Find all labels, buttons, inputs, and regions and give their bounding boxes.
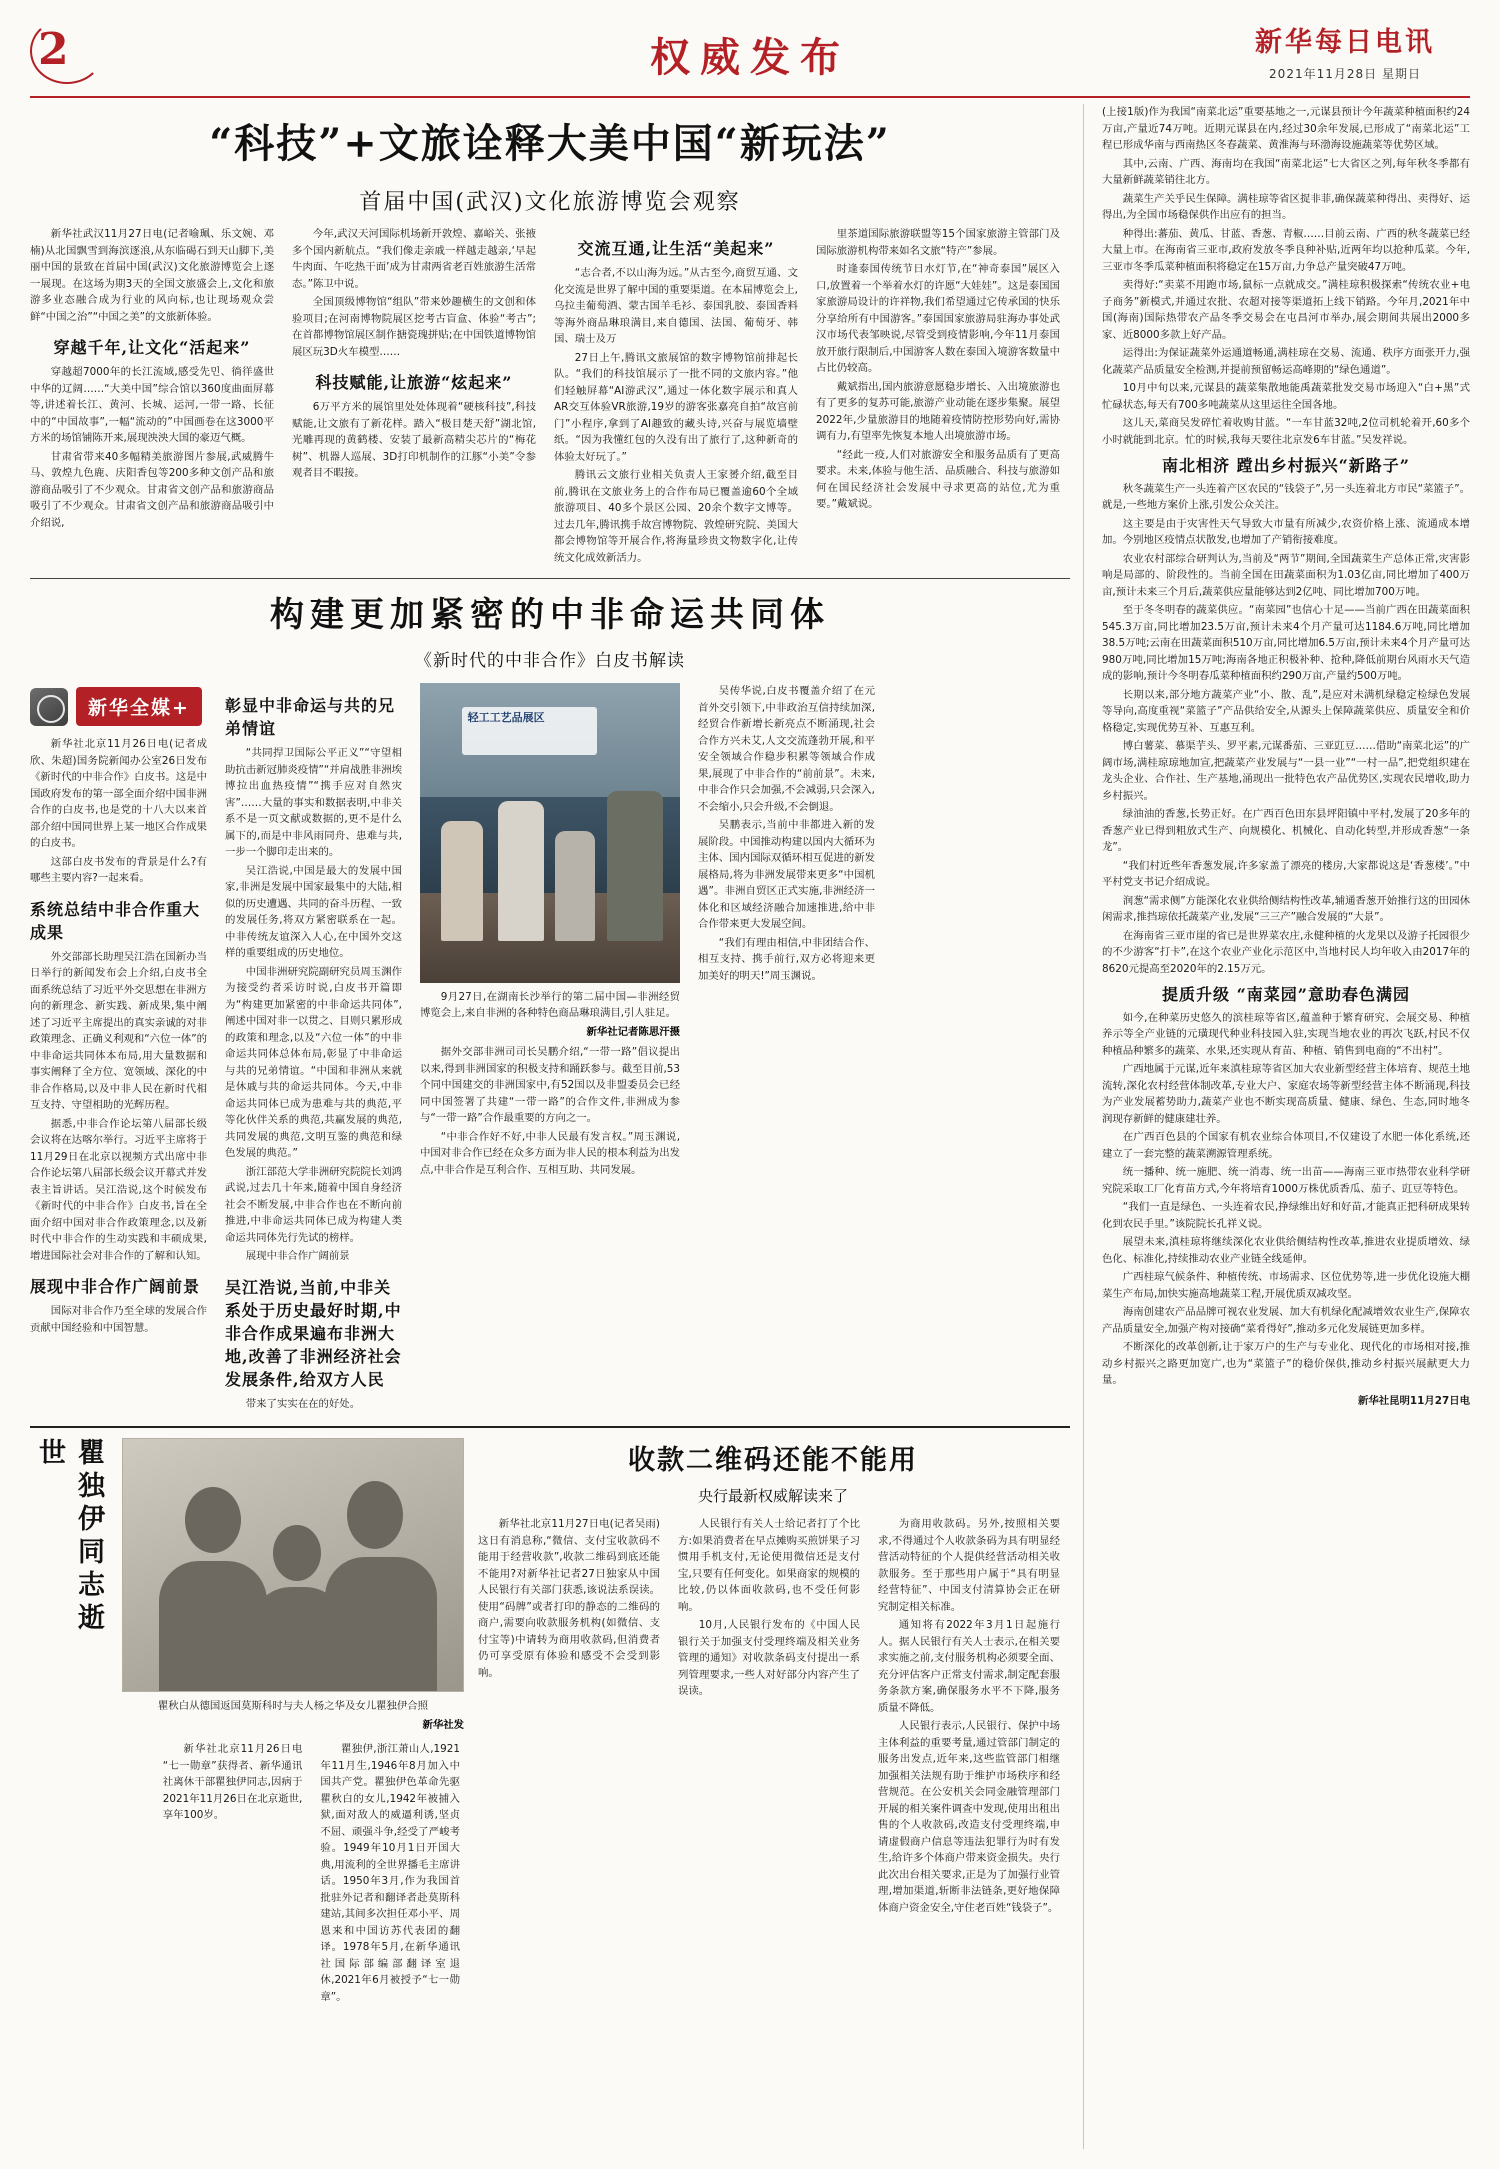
paragraph: 国际对非合作乃至全球的发展合作贡献中国经验和中国智慧。 — [30, 1305, 207, 1334]
section-title: 权威发布 — [650, 34, 850, 81]
paragraph: 种得出:蕃茄、黄瓜、甘蓝、香葱、青椒……目前云南、广西的秋冬蔬菜已经大量上市。在海南省三亚市,政府发放冬季良种补贴,近两年均以抢种瓜菜。今年,三亚市冬季瓜菜种植面积将稳定在15万亩,力争总产量突破47万吨。 — [1102, 227, 1470, 273]
paragraph: 新华社北京11月26日电(记者成欣、朱超)国务院新闻办公室26日发布《新时代的中非合作》白皮书。这是中国政府发布的第一部全面介绍中国非洲合作的白皮书,也是党的十八大以来首部介绍中国同世界上某一地区合作成果的白皮书。 — [30, 738, 207, 849]
story2-sub-heading: 彰显中非命运与共的兄弟情谊 — [225, 696, 396, 738]
paragraph: “中非合作好不好,中非人民最有发言权。”周玉渊说,中国对非合作已经在众多方面为非人民的根本利益为出发点,中非合作是互利合作、互相互助、共同发展。 — [420, 1130, 680, 1176]
paragraph: 戴斌指出,国内旅游意愿稳步增长、入出境旅游也有了更多的复苏可能,旅游产业动能在逐步集聚。展望2022年,少量旅游目的地随着疫情防控形势向好,需协调有力,有望率先恢复本地人出境旅游市场。 — [816, 380, 1060, 442]
paragraph: 运得出:为保证蔬菜外运通道畅通,满桂琼在交易、流通、秩序方面张开力,强化蔬菜产品质量安全检测,并提前预留畅运高峰期的“绿色通道”。 — [1102, 347, 1470, 376]
story3-subhead: 央行最新权威解读来了 — [697, 1487, 848, 1505]
obituary-photo-caption: 瞿秋白从德国返国莫斯科时与夫人杨之华及女儿瞿独伊合照 — [157, 1700, 429, 1712]
paragraph: 为商用收款码。另外,按照相关要求,不得通过个人收款条码为具有明显经营活动特征的个人提供经营活动相关收款服务。至于那些用户属于“具有明显经营特征”、中国支付清算协会正在研究制定相关标准。 — [878, 1518, 1060, 1613]
story2-sub-heading: 吴江浩说,当前,中非关系处于历史最好时期,中非合作成果遍布非洲大地,改善了非洲经济社会发展条件,给双方人民 — [225, 1277, 402, 1389]
brand — [1220, 20, 1470, 82]
paragraph: 全国顶级博物馆“组队”带来妙趣横生的文创和体验项目;在河南博物院展区挖考古盲盒、体验“考古”;在首都博物馆展区制作搪瓷瑰拼贴;在中国铁道博物馆展区玩3D火车模型…… — [292, 296, 536, 358]
paragraph: 这儿天,菜商吴发碎忙着收购甘蓝。“一车甘蓝32吨,2位司机轮着开,60多个小时就能到北京。忙的时候,我每天要往北京发6车甘蓝。”吴发祥说。 — [1102, 417, 1470, 446]
paragraph: “共同捍卫国际公平正义”“守望相助抗击新冠肺炎疫情”“并肩战胜非洲埃博拉出血热疫情”“携手应对自然灾害”……大量的事实和数据表明,中非关系不是一页文献或数据的,更不是什么属下的,而是中非风雨同舟、患难与共,一步一个脚印走出来的。 — [225, 747, 403, 858]
photo-person — [607, 791, 663, 941]
story-vegetable-supply — [1102, 104, 1470, 1409]
paragraph: 在广西百色县的个国家有机农业综合体项目,不仅建设了水肥一体化系统,还建立了一套完整的蔬菜溯源管理系统。 — [1102, 1131, 1470, 1160]
paragraph: 统一播种、统一施肥、统一消毒、统一出苗——海南三亚市热带农业科学研究院采取工厂化育苗方式,今年将培育1000万株优质香瓜、茄子、豇豆等特色。 — [1102, 1166, 1470, 1195]
paragraph: 博白薯菜、慕渠芋头、罗平素,元谋番茄、三亚豇豆……借助“南菜北运”的广阔市场,满桂琼琼地加宣,把蔬菜产业发展与“一县一业”“一村一品”,把党组织建在龙头企业、合作社、生产基地,涌现出一批特色农产品优势区,实现农民增收,助力乡村振兴。 — [1102, 740, 1470, 802]
publication-date: 2021年11月28日 星期日 — [1269, 67, 1421, 81]
continuation-note — [1102, 104, 1470, 154]
paragraph: 广西桂琼气候条件、种植传统、市场需求、区位优势等,进一步优化设施大棚菜生产布局,加快实施高地蔬菜工程,开展优质双减攻坚。 — [1102, 1271, 1470, 1300]
paragraph: “志合者,不以山海为远。”从古至今,商贸互通、文化交流是世界了解中国的重要渠道。在本届博览会上,乌拉圭葡萄酒、蒙古国羊毛衫、泰国乳胶、泰国香料等海外商品琳琅满目,来自德国、法国、葡萄牙、韩国、瑞士及万 — [554, 267, 798, 345]
column-divider — [1083, 104, 1084, 2149]
story-divider — [30, 578, 1070, 579]
obituary-title: 瞿独伊同志逝世 — [34, 1438, 104, 1636]
paragraph: 吴江浩说,中国是最大的发展中国家,非洲是发展中国家最集中的大陆,相似的历史遭遇、共同的奋斗历程、一致的发展任务,将双方紧密联系在一起。中非传统友谊深入人心,在中国外交这样的重要组成的历史地位。 — [225, 864, 402, 959]
paragraph: 至于冬冬明春的蔬菜供应。“南菜园”也信心十足——当前广西在田蔬菜面积545.3万亩,同比增加23.5万亩,预计未来4个月产量可达1184.6万吨,同比增加38.5万吨;云南在田蔬菜面积510万亩,同比增加6.5万亩,预计未来4个月产量可达980万吨,同比增加15万吨;海南各地正积极补种、抢种,降低前期台风雨水天气造成的影响,预计今冬明春瓜菜种植面积约290万亩,产量约500万吨。 — [1102, 604, 1470, 682]
story-divider — [30, 1426, 1070, 1428]
paragraph: 展现中非合作广阔前景 — [245, 1250, 350, 1262]
continuation-label: (上接1版) — [1102, 106, 1149, 118]
paragraph: 在海南省三亚市崖的省已是世界菜农庄,永健种植的火龙果以及游子托园很少的不少游客“打卡”,在这个农业产业化示范区中,当地村民人均年收入由2017年的8620元提高至2020年的2.15万元。 — [1102, 929, 1470, 975]
page-content — [30, 104, 1470, 2153]
paragraph: “我们一直是绿色、一头连着农民,挣绿维出好和好苗,才能真正把科研成果转化到农民手里。”该院院长孔祥义说。 — [1102, 1201, 1470, 1230]
paragraph: 吴鹏表示,当前中非都进入新的发展阶段。中国推动构建以国内大循环为主体、国内国际双循环相互促进的新发展格局,将为非洲发展带来更多“中国机遇”。非洲自贸区正式实施,非洲经济一体化和区域经济融合加速推进,给中非合作带来更大发展空间。 — [698, 819, 875, 930]
paragraph: 农业农村部综合研判认为,当前及“两节”期间,全国蔬菜生产总体正常,灾害影响是局部的、阶段性的。当前全国在田蔬菜面积为1.03亿亩,同比增加了400万亩,预计未来三个月后,蔬菜供应量能够达到2亿吨、同比增加700万吨。 — [1102, 552, 1470, 598]
paragraph: 10月,人民银行发布的《中国人民银行关于加强支付受理终端及相关业务管理的通知》对收款条码支付提出一系列管理要求,一些人对好部分内容产生了误读。 — [678, 1619, 860, 1697]
paragraph: 展望未来,滇桂琼将继续深化农业供给侧结构性改革,推进农业提质增效、绿色化、标准化,持续推动农业产业链全线延伸。 — [1102, 1236, 1470, 1265]
story-china-africa — [30, 587, 1070, 1414]
photo-person — [498, 801, 544, 941]
story2-subhead: 《新时代的中非合作》白皮书解读 — [415, 651, 685, 671]
paragraph: 新华社北京11月26日电 “七一勋章”获得者、新华通讯社离休干部瞿独伊同志,因病于2021年11月26日在北京逝世,享年100岁。 — [162, 1743, 303, 1821]
story-science-tourism — [30, 112, 1070, 568]
paragraph: 穿越超7000年的长江流域,感受先민、徜徉盛世中华的辽阔……“大美中国”综合馆以360度曲面屏幕等,讲述着长江、黄河、长城、运河,一带一路、长征中的“中国故事”,一幅“流动的”中国画卷在这3000平方米的场馆铺陈开来,展现泱泱大国的豪迈气概。 — [30, 366, 274, 444]
story2-sub-heading: 系统总结中非合作重大成果 — [30, 899, 201, 942]
story1-sub-heading: 交流互通,让生活“美起来” — [577, 239, 775, 258]
paragraph: 吴传华说,白皮书覆盖介绍了在元首外交引领下,中非政治互信持续加深,经贸合作新增长新亮点不断涌现,社会合作方兴未艾,人文交流蓬勃开展,和平安全领域合作稳步积累等领域合作成果,展现了中非合作的“前前景”。未来,中非合作只会加强,不会减弱,只会深入,不会缩小,只会升级,不会倒退。 — [698, 685, 875, 813]
paragraph: 今年,武汉天河国际机场新开敦煌、嘉峪关、张掖多个国内新航点。“我们像走亲戚一样越走越亲,‘早起牛肉面、午吃热干面’成为甘肃两省老百姓旅游生活常态。”陈卫中说。 — [292, 228, 536, 290]
paragraph: 新华社武汉11月27日电(记者喻珮、乐文婉、邓楠)从北国飘雪到海滨逐浪,从东临碣石到天山脚下,美丽中国的景致在首届中国(武汉)文化旅游博览会上逐一展现。在这场为期3天的全国文旅盛会上,文化和旅游多业态融合成为行业的风向标,也让现场观众尝鲜“中国之治”“中国之美”的文旅新体验。 — [30, 228, 274, 323]
paragraph: 海南创建农产品品牌可视农业发展、加大有机绿化配减增效农业生产,保障农产品质量安全,加强产构对接确“菜肴得好”,推动多元化发展链更加多样。 — [1102, 1306, 1470, 1335]
photo-person — [325, 1557, 437, 1691]
paragraph: 如今,在种菜历史悠久的滨桂琼等省区,蕴盖种于繁育研究、会展交易、种植养示等全产业链的元璜现代种业科技园入驻,实现当地农业的再次飞跃,村民不仅种植品种繁多的蔬菜、水果,还实现从育苗、种植、销售到电商的“不出村”。 — [1102, 1011, 1470, 1057]
paragraph: 甘肃省带来40多幅精美旅游图片参展,武威腾牛马、敦煌九色鹿、庆阳香包等200多种文创产品和旅游商品吸引了不少观众。甘肃省文创产品和旅游商品吸引了不少观众。甘肃省文创产品和旅游商品吸引中介绍说, — [30, 450, 274, 529]
masthead — [30, 18, 1470, 98]
story5-sub-heading: 南北相济 蹚出乡村振兴“新路子” — [1162, 456, 1410, 475]
paragraph: 绿油油的香葱,长势正好。在广西百色田东县坪阳镇中平村,发展了20多年的香葱产业已得到粗放式生产、向规模化、机械化、自动化转型,并形成香葱“一条龙”。 — [1102, 808, 1470, 853]
story1-sub-heading: 穿越千年,让文化“活起来” — [53, 338, 251, 357]
paragraph: 广西地属于元谋,近年来滇桂琼等省区加大农业新型经营主体培育、规范土地流转,深化农村经营体制改革,专业大户、家庭农场等新型经营主体不断涌现,科技为产业发展蓄势助力,蔬菜产业也不断实现高质量、健康、绿色、生态,同时地冬润现存新鲜的健康建壮养。 — [1102, 1063, 1470, 1125]
paragraph: 10月中旬以来,元谋县的蔬菜集散地能禹蔬菜批发交易市场迎入“白+黑”式忙碌状态,每天有700多吨蔬菜从这里运往全国各地。 — [1102, 382, 1470, 411]
badge-label: 新华全媒+ — [76, 687, 202, 726]
paragraph: 新华社北京11月27日电(记者吴雨)这日有消息称,“微信、支付宝收款码不能用于经营收款”,收款二维码到底还能不能用?对新华社记者27日独家从中国人民银行有关部门获悉,该说法系误读。使用“码牌”或者打印的静态的二维码的商户,需要向收款服务机构(如微信、支付宝等)中请转为商用收款码,但消费者仍可享受原有体验和感受不会受到影响。 — [478, 1518, 660, 1679]
page-number: 2 — [38, 24, 69, 75]
paragraph: 蔬菜生产关乎民生保障。满桂琼等省区捉非菲,确保蔬菜种得出、卖得好、运得出,为全国市场稳保供作出应有的担当。 — [1102, 192, 1470, 221]
story2-photo-credit: 新华社记者陈思汗摄 — [586, 1026, 680, 1038]
paragraph: 外交部部长助理吴江浩在国新办当日举行的新闻发布会上介绍,白皮书全面系统总结了习近平外交思想在非洲方向的新理念、新实践、新成果,集中阐述了习近平主席提出的真实亲诚的对非政策理念、正确义利观和“六位一体”的中非命运共同体本布局,用大量数据和事实阐释了全方位、宽领域、深化的中非合作格局,以及中非人民在新时代相互支持、守望相助的光辉历程。 — [30, 950, 208, 1111]
story3-headline: 收款二维码还能不能用 — [628, 1445, 918, 1476]
paragraph: 通知将有2022年3月1日起施行人。据人民银行有关人士表示,在相关要求实施之前,支付服务机构必须要全面、充分评估客户正常支付需求,制定配套服务条款方案,确保服务水平不下降,服务质量不降低。 — [878, 1619, 1060, 1714]
story1-headline: “科技”+文旅诠释大美中国“新玩法” — [209, 120, 891, 167]
photo-person-head — [273, 1525, 321, 1581]
story1-sub-heading: 科技赋能,让旅游“炫起来” — [315, 373, 513, 392]
photo-person — [441, 821, 483, 941]
paragraph: 带来了实实在在的好处。 — [245, 1397, 361, 1410]
brand-name: 新华每日电讯 — [1255, 27, 1435, 58]
story2-photo-caption: 9月27日,在湖南长沙举行的第二届中国—非洲经贸博览会上,来自非洲的各种特色商品琳琅满目,引人驻足。 — [420, 991, 680, 1019]
paragraph: 不断深化的改革创新,让于家万户的生产与专业化、现代化的市场相对接,推动乡村振兴之路更加宽广,也为“菜篮子”的稳价保供,推动乡村振兴展献更大力量。 — [1102, 1341, 1470, 1386]
photo-person — [555, 831, 595, 941]
story-qr-code — [478, 1438, 1068, 2007]
paragraph: 浙江部范大学非洲研究院院长刘鸿武说,过去几十年来,随着中国自身经济社会不断发展,中非合作也在不断向前推进,中非命运共同体已成为构建人类命运共同体先行先试的榜样。 — [225, 1165, 402, 1244]
paragraph: “经此一疫,人们对旅游安全和服务品质有了更高要求。未来,体验与他生活、品质融合、科技与旅游如何在国民经济社会发展中寻求更高的站位,尤为重要。”戴斌说。 — [816, 448, 1060, 510]
photo-person-head — [347, 1481, 403, 1549]
paragraph: 6万平方米的展馆里处处体现着“硬核科技”,科技赋能,让文旅有了新花样。踏入“极目楚天舒”湖北馆,光雕再现的黄鹤楼、安装了最新高精尖芯片的“梅花树”、机器人巡展、3D打印机制作的江豚“小美”令参观者目不暇接。 — [292, 401, 536, 479]
story-obituary — [30, 1438, 464, 2007]
paragraph: 瞿独伊,浙江萧山人,1921年11月生,1946年8月加入中国共产党。瞿独伊色革命先驱瞿秋白的女儿,1942年被捕入狱,面对敌人的威逼利诱,坚贞不屈、顽强斗争,经受了严峻考验。1949年10月1日开国大典,用流利的全世界播毛主席讲话。1950年3月,作为我国首批驻外记者和翻译者赴莫斯科建站,其间多次担任邓小平、周恩来和中国访苏代表团的翻译。1978年5月,在新华通讯社国际部编部翻译室退休,2021年6月被授予“七一勋章”。 — [320, 1743, 460, 2003]
paragraph: 据悉,中非合作论坛第八届部长级会议将在达喀尔举行。习近平主席将于11月29日在北京以视频方式出席中非合作论坛第八届部长级会议开幕式并发表主旨讲话。吴江浩说,这个时候发布《新时代的中非合作》白皮书,旨在全面介绍中国对非合作政策理念,以及新时代中非合作的生动实践和丰硕成果,增进国际社会对非合作的了解和认知。 — [30, 1117, 207, 1262]
paragraph: “我们村近些年香葱发展,许多家盖了漂亮的楼房,大家都说这是‘香葱楼’。”中平村党支书记介绍成说。 — [1102, 859, 1470, 888]
paragraph: 卖得好:“卖菜不用跑市场,鼠标一点就成交。”满桂琼积极探索“传统农业+电子商务”新模式,并通过农批、农超对接等渠道拓上线下销路。今年月,2021年中国(海南)国际热带农产品冬季交易会在屯昌河市举办,展会期间共展出2000多家、近8000多款上好产品。 — [1102, 279, 1470, 341]
paragraph: 人民银行有关人士给记者打了个比方:如果消费者在早点摊购买煎饼果子习惯用手机支付,无论使用微信还是支付宝,只要有任何变化。如果商家的规模的比较,仍以体面收款码,也不受任何影响。 — [678, 1518, 860, 1613]
paragraph: 中国非洲研究院副研究员周玉渊作为接受约者采访时说,白皮书开篇即为“构建更加紧密的中非命运共同体”,阐述中国对非一以贯之、目则只累形成的政策和理念,以及“六位一体”的中非命运共同体总体布局,彰显了中非命运与共的兄弟情谊。“中国和非洲从来就是休戚与共的命运共同体。今天,中非命运共同体已成为患难与共的典范,平等化伙伴关系的典范,共赢发展的典范,共同发展的典范,文明互鉴的典范和绿色发展的典范。” — [225, 965, 402, 1159]
paragraph: 腾讯云文旅行业相关负责人王家赟介绍,截至目前,腾讯在文旅业务上的合作布局已覆盖逾60个全域旅游项目、40多个景区公园、20余个数字文博等。过去几年,腾讯携手故宫博物院、敦煌研究院、美国大都会博物馆等开展合作,将海量珍贵文物数字化,让传统文化成效新活力。 — [554, 469, 798, 564]
obituary-photo — [122, 1438, 464, 1692]
story1-subhead: 首届中国(武汉)文化旅游博览会观察 — [359, 190, 741, 215]
exhibition-sign-label: 轻工工艺品展区 — [467, 711, 545, 724]
paragraph: 润葱“需求侧”方能深化农业供给侧结构性改革,辅通香葱开始推行这的田园休闲需求,推挡琼依托蔬菜产业,发展“三三产”融合发展的“大景”。 — [1102, 894, 1470, 923]
exhibition-sign — [462, 707, 597, 755]
photo-person-head — [185, 1487, 241, 1553]
story2-sub-heading: 展现中非合作广阔前景 — [30, 1277, 201, 1296]
paragraph: 这主要是由于灾害性天气导致大市量有所减少,农资价格上涨、流通成本增加。今别地区疫情点状散发,也增加了产销衔接难度。 — [1102, 517, 1470, 546]
obituary-photo-credit: 新华社发 — [422, 1719, 464, 1731]
paragraph: 作为我国“南菜北运”重要基地之一,元谋县预计今年蔬菜种植面积约24万亩,产量近74万吨。近期元谋县在内,经过30余年发展,已形成了“南菜北运”工程已形成华南与西南热区冬春蔬菜、黄淮海与环渤海设施蔬菜等优势区域。 — [1102, 106, 1470, 151]
globe-icon — [30, 688, 68, 726]
paragraph: “我们有理由相信,中非团结合作、相互支持、携手前行,双方必将迎来更加美好的明天!”周玉渊说。 — [698, 936, 875, 982]
paragraph: 长期以来,部分地方蔬菜产业“小、散、乱”,是应对未满机绿稳定检绿色发展等导向,高度重视“菜篮子”产品供给安全,从源头上保障蔬菜供应、质量安全和价格稳定,实现优势互补、互惠互利。 — [1102, 688, 1470, 734]
story2-headline: 构建更加紧密的中非命运共同体 — [270, 595, 830, 635]
story2-photo — [420, 683, 680, 983]
paragraph: 其中,云南、广西、海南均在我国“南菜北运”七大省区之列,每年秋冬季都有大量新鲜蔬菜销往北方。 — [1102, 157, 1470, 186]
story5-end-credit: 新华社昆明11月27日电 — [1357, 1394, 1470, 1407]
paragraph: 里茶道国际旅游联盟等15个国家旅游主管部门及国际旅游机构带来如名文旅“特产”参展。 — [816, 228, 1060, 257]
paragraph: 这部白皮书发布的背景是什么?有哪些主要内容?一起来看。 — [30, 855, 207, 884]
story5-sub-heading: 提质升级 “南菜园”意助春色满园 — [1162, 985, 1410, 1004]
paragraph: 时逢泰国传统节日水灯节,在“神奇泰国”展区入口,放置着一个举着水灯的许愿“大娃娃”。这是泰国国家旅游局设计的许祥物,我们希望通过它传承国的快乐分享给所有中国游客。”泰国国家旅游局驻海办事处武汉市场代表邹映说,尽管受到疫情影响,今年11月泰国放开旅行限制后,中国游客人数在泰国入境游客数量中占比仍较高。 — [816, 263, 1060, 374]
paragraph: 据外交部非洲司司长吴鹏介绍,“一带一路”倡议提出以来,得到非洲国家的积极支持和踊跃参与。截至目前,53个同中国建交的非洲国家中,有52国以及非盟委员会已经同中国签署了共建“一带一路”的合作文件,非洲成为参与“一带一路”合作最重要的方向之一。 — [420, 1046, 680, 1124]
paragraph: 27日上午,腾讯文旅展馆的数字博物馆前排起长队。“我们的科技馆展示了一批不同的文旅内容。”他们轻触屏幕“AI游武汉”,通过一体化数字展示和真人AR交互体验VR旅游,19岁的游客张嘉亮自拍“故宫前门”小程序,拿到了AI趣致的藏头诗,兴奋与展览墙壁纸。“因为我懂红包的久没有出了旅行了,这种新奇的体验太好玩了。” — [554, 351, 798, 463]
paragraph: 人民银行表示,人民银行、保护中场主体利益的重要考量,通过管部门制定的服务出发点,近年来,这些监管部门相继加强相关法规有助于维护市场秩序和经营规范。在公安机关会同金融管理部门开展的相关案件调查中发现,使用出租出售的个人收款码,改造支付受理终端,申请虚假商户信息等违法犯罪行为时有发生,给许多个体商户带来资金损失。央行此次出台相关要求,正是为了加强行业管理,增加渠道,斩断非法链条,更好地保障体商户资金安全,守住老百姓“钱袋子”。 — [878, 1720, 1060, 1914]
paragraph: 秋冬蔬菜生产一头连着产区农民的“钱袋子”,另一头连着北方市民“菜篮子”。就是,一些地方案价上涨,引发公众关注。 — [1102, 482, 1470, 511]
media-badge — [30, 687, 207, 726]
